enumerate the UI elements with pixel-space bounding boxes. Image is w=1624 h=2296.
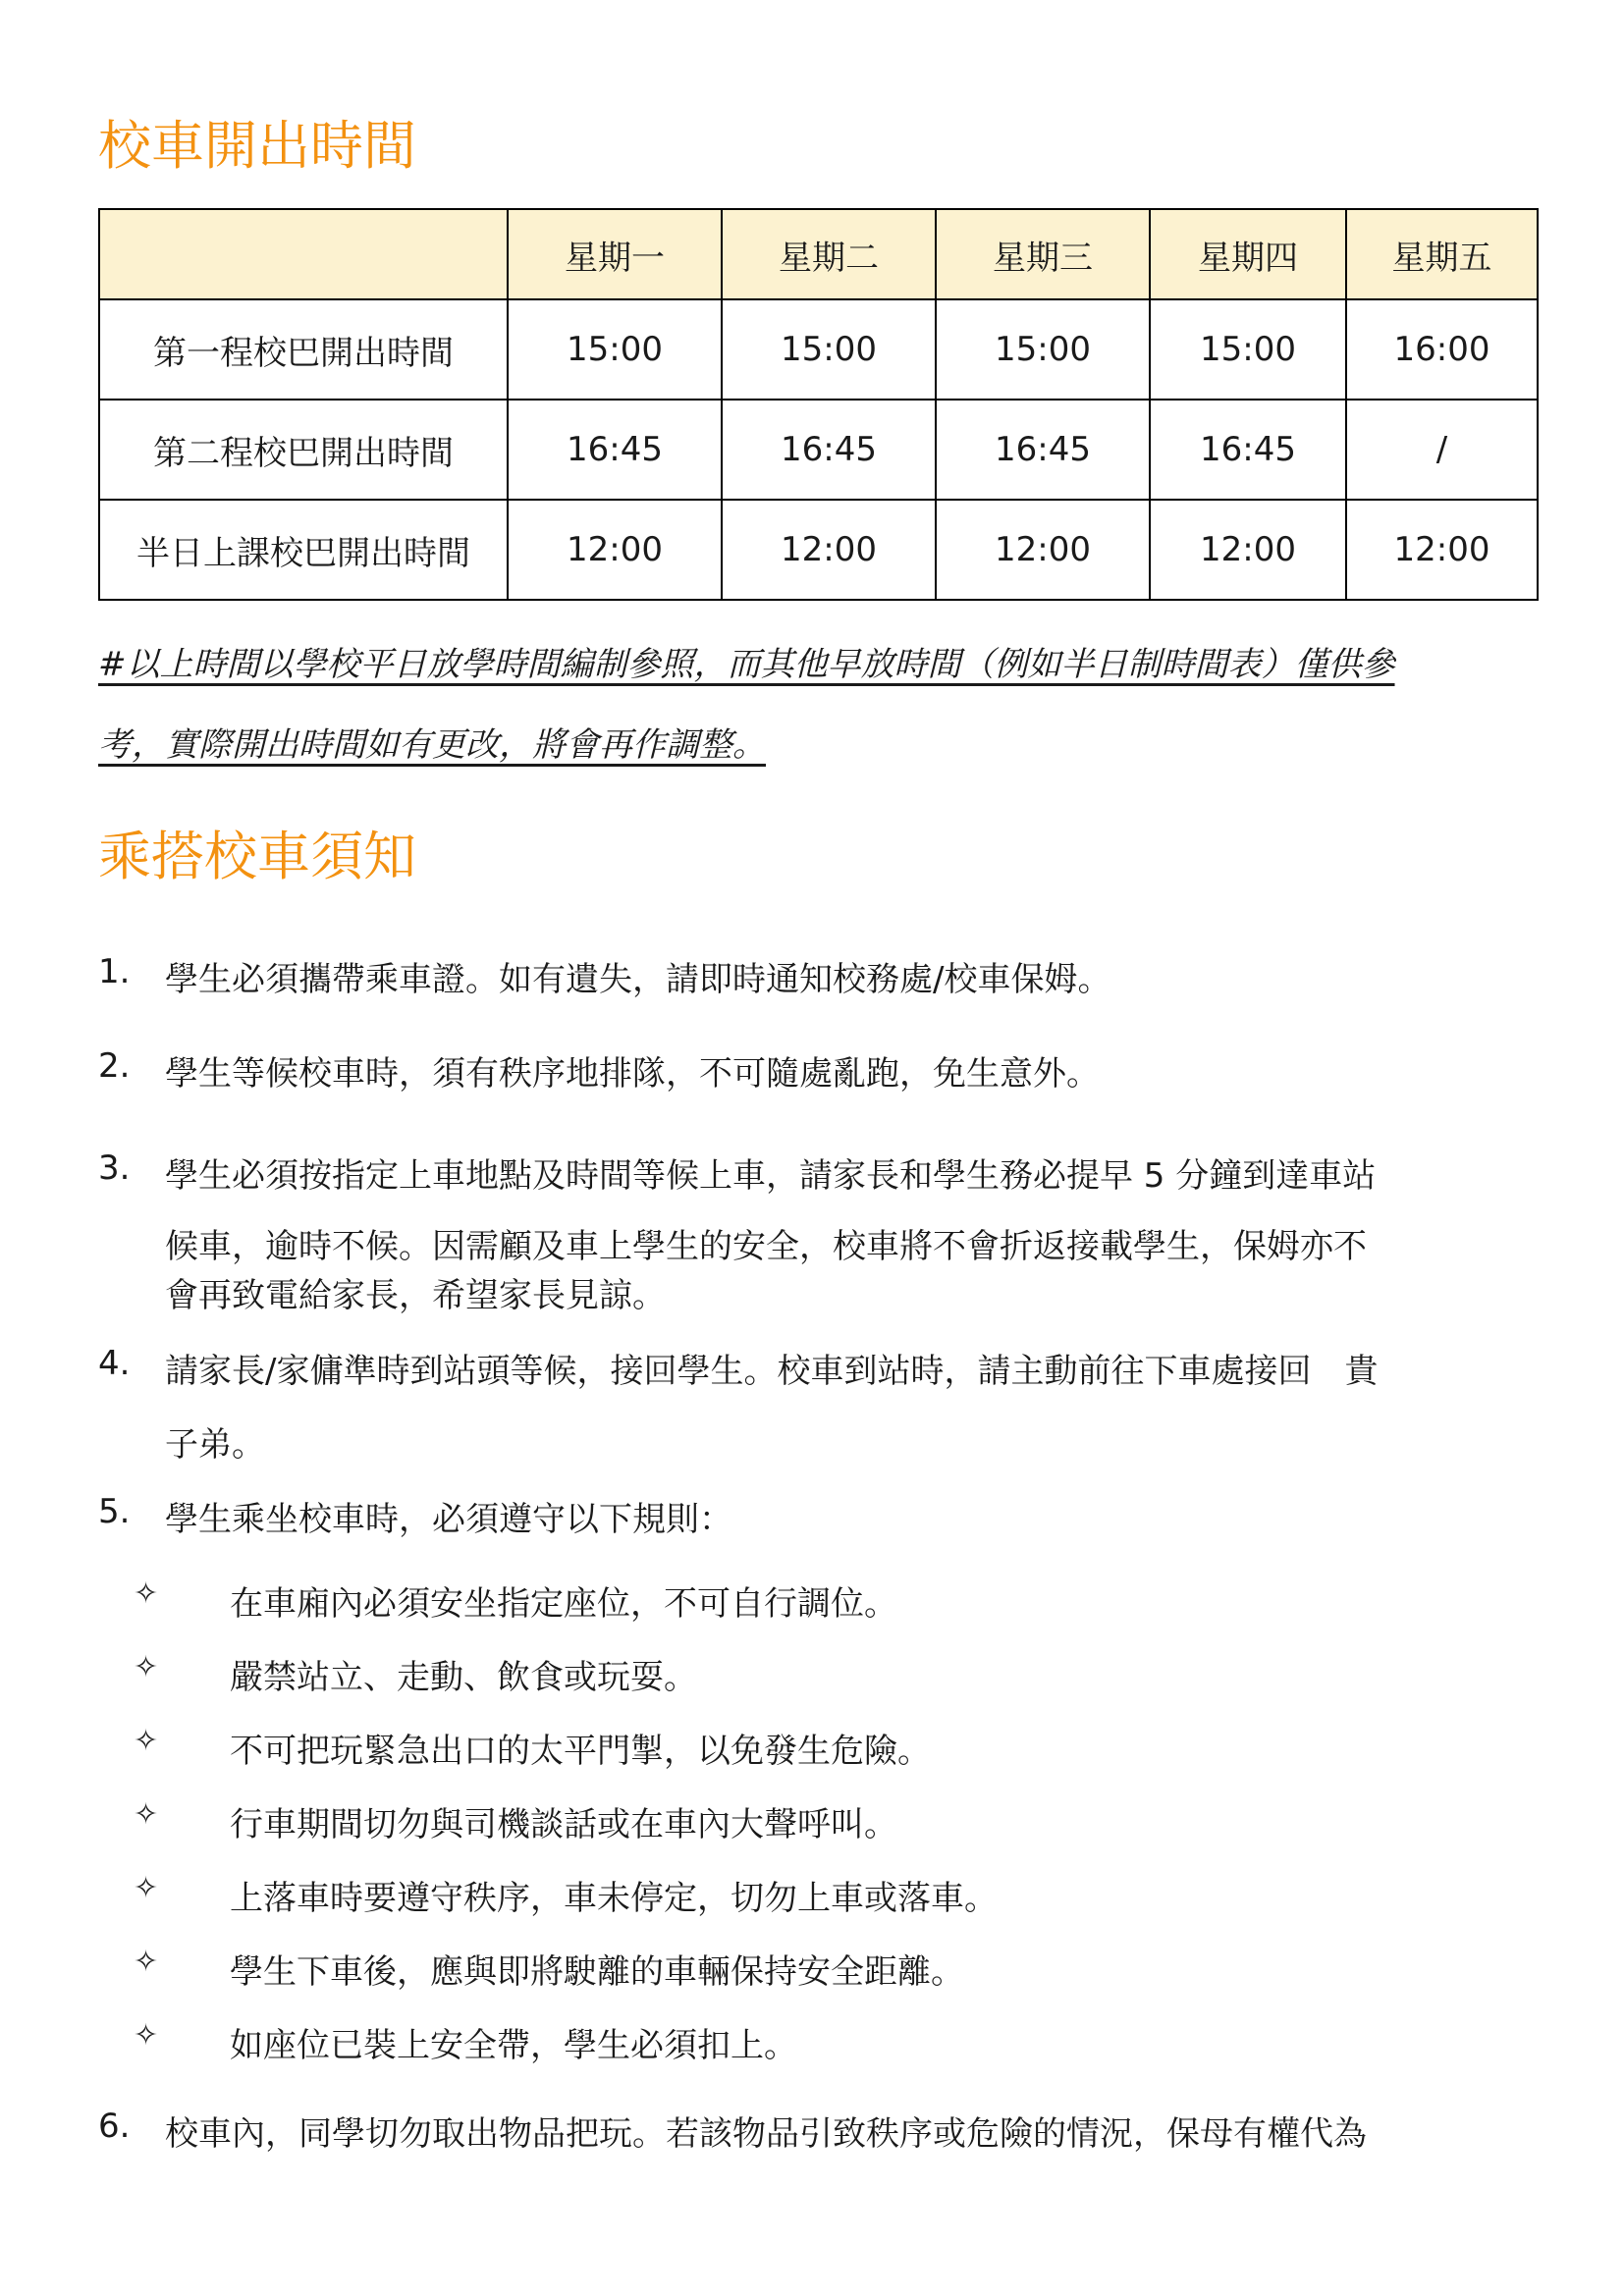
item-text: 請家長/家傭準時到站頭等候，接回學生。校車到站時，請主動前往下車處接回 貴 xyxy=(165,1352,1379,1391)
table-cell: 12:00 xyxy=(508,500,722,600)
row-label: 第二程校巴開出時間 xyxy=(99,400,508,500)
table-header-row xyxy=(99,209,1538,299)
table-row xyxy=(99,500,1538,600)
item-text: 候車，逾時不候。因需顧及車上學生的安全，校車將不會折返接載學生，保姆亦不 xyxy=(165,1227,1367,1266)
item-text: 學生必須攜帶乘車證。如有遺失，請即時通知校務處/校車保姆。 xyxy=(165,960,1111,999)
item-text: 學生等候校車時，須有秩序地排隊，不可隨處亂跑，免生意外。 xyxy=(165,1054,1100,1094)
section-title-schedule: 校車開出時間 xyxy=(98,115,416,177)
item-number: 3. xyxy=(98,1148,131,1188)
header-friday: 星期五 xyxy=(1346,209,1538,299)
star-bullet-icon: ✧ xyxy=(134,1797,159,1832)
header-wednesday: 星期三 xyxy=(936,209,1150,299)
header-monday: 星期一 xyxy=(508,209,722,299)
table-cell: 16:45 xyxy=(722,400,936,500)
section-title-rules: 乘搭校車須知 xyxy=(98,826,416,887)
table-row xyxy=(99,299,1538,400)
header-thursday: 星期四 xyxy=(1150,209,1346,299)
rule-text: 行車期間切勿與司機談話或在車內大聲呼叫。 xyxy=(230,1805,897,1844)
table-cell: 12:00 xyxy=(936,500,1150,600)
rule-text: 學生下車後，應與即將駛離的車輛保持安全距離。 xyxy=(230,1952,964,1992)
header-corner xyxy=(99,209,508,299)
row-label: 半日上課校巴開出時間 xyxy=(99,500,508,600)
rule-text: 嚴禁站立、走動、飲食或玩耍。 xyxy=(230,1658,697,1697)
item-text: 會再致電給家長，希望家長見諒。 xyxy=(165,1276,666,1315)
item-text: 學生乘坐校車時，必須遵守以下規則： xyxy=(165,1500,732,1539)
item-text: 校車內，同學切勿取出物品把玩。若該物品引致秩序或危險的情況，保母有權代為 xyxy=(165,2114,1367,2154)
rule-text: 如座位已裝上安全帶，學生必須扣上。 xyxy=(230,2026,797,2065)
table-row xyxy=(99,400,1538,500)
schedule-note xyxy=(98,624,1542,785)
table-cell: 16:45 xyxy=(508,400,722,500)
header-tuesday: 星期二 xyxy=(722,209,936,299)
table-cell: 12:00 xyxy=(722,500,936,600)
table-cell: 16:45 xyxy=(1150,400,1346,500)
star-bullet-icon: ✧ xyxy=(134,2018,159,2053)
rule-text: 不可把玩緊急出口的太平門掣，以免發生危險。 xyxy=(230,1732,931,1771)
note-line-2: 考，實際開出時間如有更改，將會再作調整。 xyxy=(98,725,766,765)
table-cell: 12:00 xyxy=(1150,500,1346,600)
table-cell: 12:00 xyxy=(1346,500,1538,600)
star-bullet-icon: ✧ xyxy=(134,1576,159,1611)
bus-schedule-table xyxy=(98,208,1539,601)
item-number: 1. xyxy=(98,952,131,991)
item-number: 2. xyxy=(98,1046,131,1086)
rule-text: 上落車時要遵守秩序，車未停定，切勿上車或落車。 xyxy=(230,1879,998,1918)
star-bullet-icon: ✧ xyxy=(134,1650,159,1684)
item-number: 5. xyxy=(98,1492,131,1531)
star-bullet-icon: ✧ xyxy=(134,1945,159,1979)
table-cell: 16:00 xyxy=(1346,299,1538,400)
note-line-1: #以上時間以學校平日放學時間編制參照，而其他早放時間（例如半日制時間表）僅供參 xyxy=(98,645,1395,684)
item-number: 4. xyxy=(98,1344,131,1383)
item-number: 6. xyxy=(98,2107,131,2146)
table-cell: 15:00 xyxy=(1150,299,1346,400)
star-bullet-icon: ✧ xyxy=(134,1724,159,1758)
table-cell: 15:00 xyxy=(936,299,1150,400)
row-label: 第一程校巴開出時間 xyxy=(99,299,508,400)
item-text: 子弟。 xyxy=(165,1425,265,1465)
table-cell: 15:00 xyxy=(508,299,722,400)
rule-text: 在車廂內必須安坐指定座位，不可自行調位。 xyxy=(230,1584,897,1624)
table-cell: / xyxy=(1346,400,1538,500)
table-cell: 16:45 xyxy=(936,400,1150,500)
star-bullet-icon: ✧ xyxy=(134,1871,159,1905)
table-cell: 15:00 xyxy=(722,299,936,400)
item-text: 學生必須按指定上車地點及時間等候上車，請家長和學生務必提早 5 分鐘到達車站 xyxy=(165,1156,1377,1196)
